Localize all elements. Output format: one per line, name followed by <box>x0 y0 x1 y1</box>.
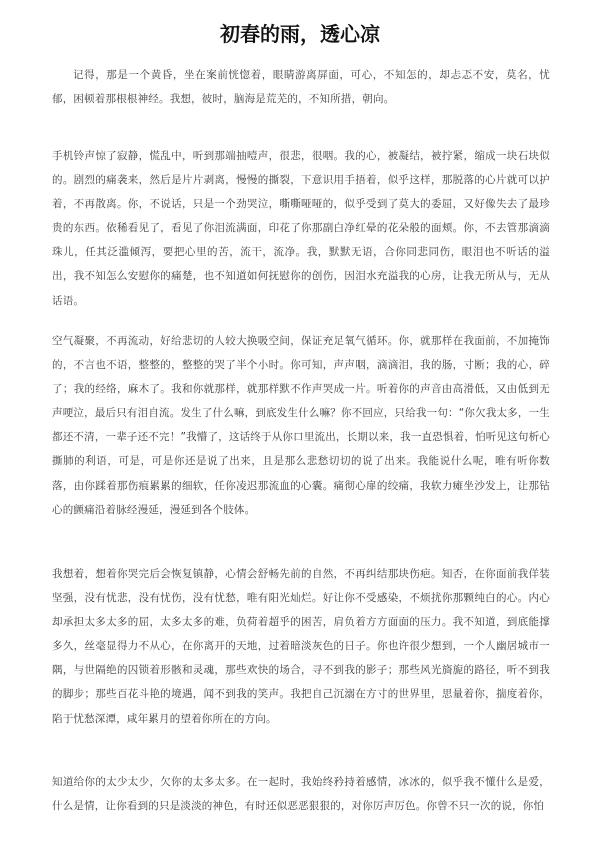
document-title: 初春的雨，透心凉 <box>220 22 380 46</box>
paragraph-1: 记得，那是一个黄昏，坐在案前恍惚着，眼睛游离屏面，可心，不知怎的，却忐忑不安，莫名，忧郁，困顿着那根根神经。我想，彼时，脑海是荒芜的，不知所措，朝向。 <box>52 69 550 106</box>
paragraph-3: 空气凝聚，不再流动，好给悲切的人较大换吸空间，保证充足氧气循环。你，就那样在我面前，不加掩饰的，不言也不语，整整的，整整的哭了半个小时。你可知，声声咽，滴滴泪，我的肠，寸断；我的心，碎了；我的经络，麻木了。我和你就那样，就那样默不作声哭成一片。听着你的声音由高滑低，又由低到无声哽泣，最后只有泪自流。发生了什么嘛，到底发生什么嘛？你不回应，只给我一句：“你欠我太多，一生都还不清，一辈子还不完！”我懵了，这话终于从你口里流出，长期以来，我一直恐惧着，怕听见这句析心撕肺的利语，可是，可是你还是说了出来，且是那么悲愁切切的说了出来。我能说什么呢，唯有听你数落，由你蹂着那伤痕累累的细软，任你凌迟那流血的心囊。痛彻心扉的绞痛，我软力瘫坐沙发上，让那钻心的颤痛沿着脉经漫延，漫延到各个肢体。 <box>52 335 550 516</box>
paragraph-2: 手机铃声惊了寂静，慌乱中，听到那端抽噎声，很悲，很咽。我的心，被凝结，被拧紧，缩成一块石块似的。剧烈的痛袭来，然后是片片剥离，慢慢的撕裂，下意识用手捂着，似乎这样，那脱落的心片就可以护着，不再散离。你，不说话，只是一个劲哭泣，嘶嘶哑哑的，似乎受到了莫大的委屈，又好像失去了最珍贵的东西。依稀看见了，看见了你泪流满面，印花了你那副白净红晕的花朵般的面颊。你，不去管那滴滴珠儿，任其泛滥倾泻，要把心里的苦，流干，流净。我，默默无语，合你同悲同伤，眼泪也不听话的溢出，我不知怎么安慰你的痛楚，也不知道如何抚慰你的创伤，因泪水充溢我的心房，让我无所从与，无从话语。 <box>52 150 550 307</box>
paragraph-5: 知道给你的太少太少，欠你的太多太多。在一起时，我始终矜持着感情，冰冰的，似乎我不懂什么是爱，什么是情，让你看到的只是淡淡的神色，有时还似恶恶狠狠的，对你厉声厉色。你曾不只一次的说，你怕 <box>52 776 550 813</box>
paragraph-4: 我想着，想着你哭完后会恢复镇静，心情会舒畅先前的自然，不再纠结那块伤疤。知否，在你面前我佯装坚强，没有忧悲，没有忧伤，没有忧愁，唯有阳光灿烂。好让你不受感染，不烦扰你那颗纯白的心。内心却承担太多太多的屈，太多太多的难，负荷着超乎的困苦，肩负着方方面面的压力。我不知道，到底能撑多久，丝毫显得力不从心，在你离开的天地，过着暗淡灰色的日子。你也许很少想到，一个人幽居城市一隅，与世隔绝的囚锁着形骸和灵魂，那些欢快的场合，寻不到我的影子；那些风光旖旎的路径，听不到我的脚步；那些百花斗艳的境遇，闻不到我的笑声。我把自己沉溺在方寸的世界里，思量着你，揣度着你，陷于忧愁深潭，咸年累月的望着你所在的方向。 <box>52 568 550 725</box>
